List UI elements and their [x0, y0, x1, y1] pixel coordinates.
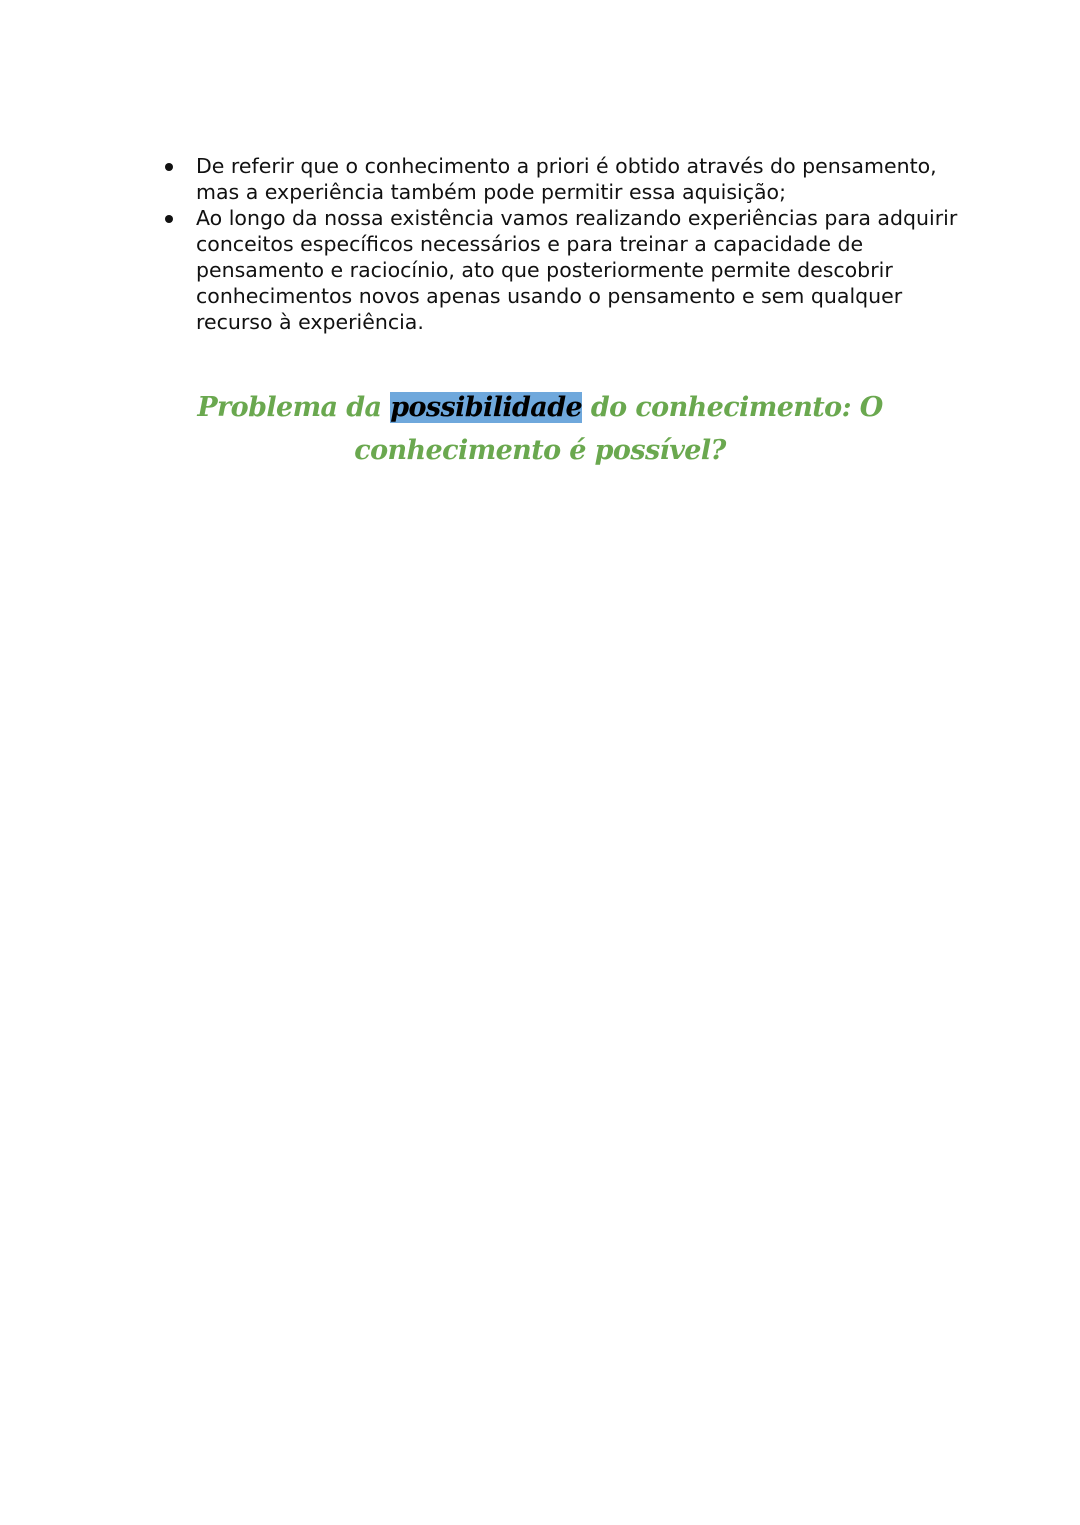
section-heading — [150, 386, 930, 472]
bullet-list — [162, 153, 962, 335]
bullet-text: De referir que o conhecimento a priori é obtido através do pensamento, mas a experiência também pode permitir essa aquisição; — [196, 154, 937, 204]
bullet-icon — [165, 163, 173, 171]
bullet-text: Ao longo da nossa existência vamos realizando experiências para adquirir conceitos específicos necessários e para treinar a capacidade de pensamento e raciocínio, ato que posteriormente permite descobrir conhecimentos novos apenas usando o pensamento e sem qualquer recurso à experiência. — [196, 206, 958, 334]
heading-text-after: do conhecimento: O conhecimento é possível? — [354, 392, 883, 466]
list-item — [162, 205, 962, 335]
highlighted-word[interactable]: possibilidade — [390, 392, 583, 423]
bullet-icon — [165, 215, 173, 223]
heading-text-before: Problema da — [197, 392, 391, 423]
list-item — [162, 153, 962, 205]
